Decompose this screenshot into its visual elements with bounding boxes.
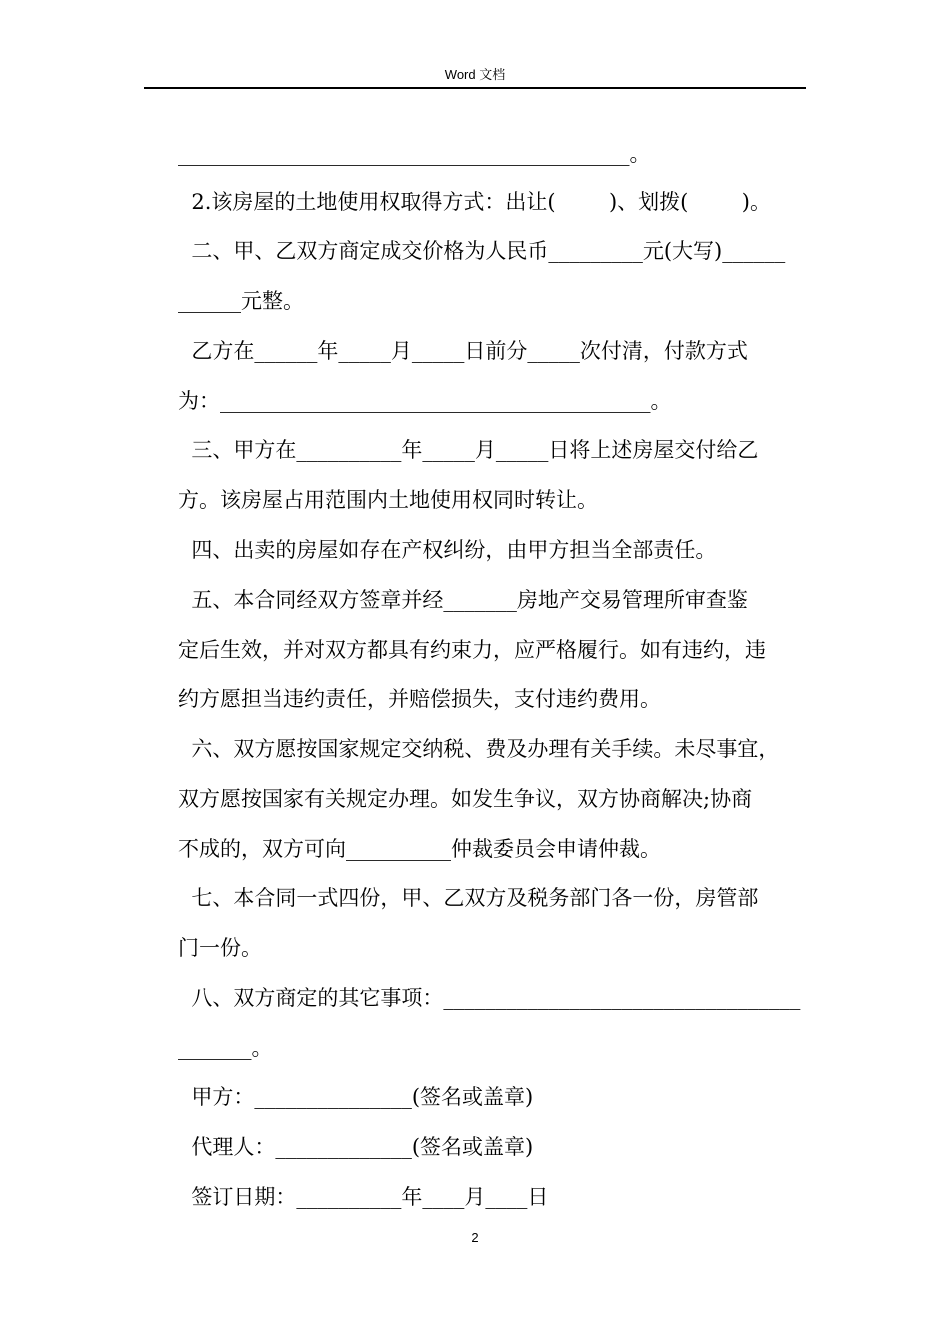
text-line: ___________________________________________。 xyxy=(178,142,651,166)
text-line: ______元整。 xyxy=(178,289,304,313)
text-line: 五、本合同经双方签章并经_______房地产交易管理所审查鉴 xyxy=(178,588,748,612)
page-number: 2 xyxy=(471,1230,479,1245)
text-line: 为：_________________________________________。 xyxy=(178,389,672,413)
text-line: 乙方在______年_____月_____日前分_____次付清，付款方式 xyxy=(178,339,748,363)
text-line: 不成的，双方可向__________仲裁委员会申请仲裁。 xyxy=(178,837,661,861)
text-line: 四、出卖的房屋如存在产权纠纷，由甲方担当全部责任。 xyxy=(178,538,717,562)
text-line: 二、甲、乙双方商定成交价格为人民币_________元(大写)______ xyxy=(178,239,786,263)
text-line: 约方愿担当违约责任，并赔偿损失，支付违约费用。 xyxy=(178,687,661,711)
text-line: 双方愿按国家有关规定办理。如发生争议，双方协商解决;协商 xyxy=(178,787,753,811)
text-line: 代理人：_____________(签名或盖章) xyxy=(178,1135,534,1159)
text-line: 签订日期：__________年____月____日 xyxy=(178,1185,549,1209)
text-line: 八、双方商定的其它事项：__________________________________ xyxy=(178,986,801,1010)
page-header: Word 文档 xyxy=(444,67,506,82)
text-line: _______。 xyxy=(178,1036,273,1060)
text-line: 三、甲方在__________年_____月_____日将上述房屋交付给乙 xyxy=(178,438,759,462)
text-line: 七、本合同一式四份，甲、乙双方及税务部门各一份，房管部 xyxy=(178,886,759,910)
text-line: 门一份。 xyxy=(178,936,262,960)
header-divider xyxy=(144,87,806,89)
text-line: 方。该房屋占用范围内土地使用权同时转让。 xyxy=(178,488,598,512)
text-line: 甲方：_______________(签名或盖章) xyxy=(178,1085,534,1109)
text-line: 定后生效，并对双方都具有约束力，应严格履行。如有违约，违 xyxy=(178,638,766,662)
text-line: 六、双方愿按国家规定交纳税、费及办理有关手续。未尽事宜， xyxy=(178,737,780,761)
text-line: 2.该房屋的土地使用权取得方式：出让( )、划拨( )。 xyxy=(178,190,771,214)
